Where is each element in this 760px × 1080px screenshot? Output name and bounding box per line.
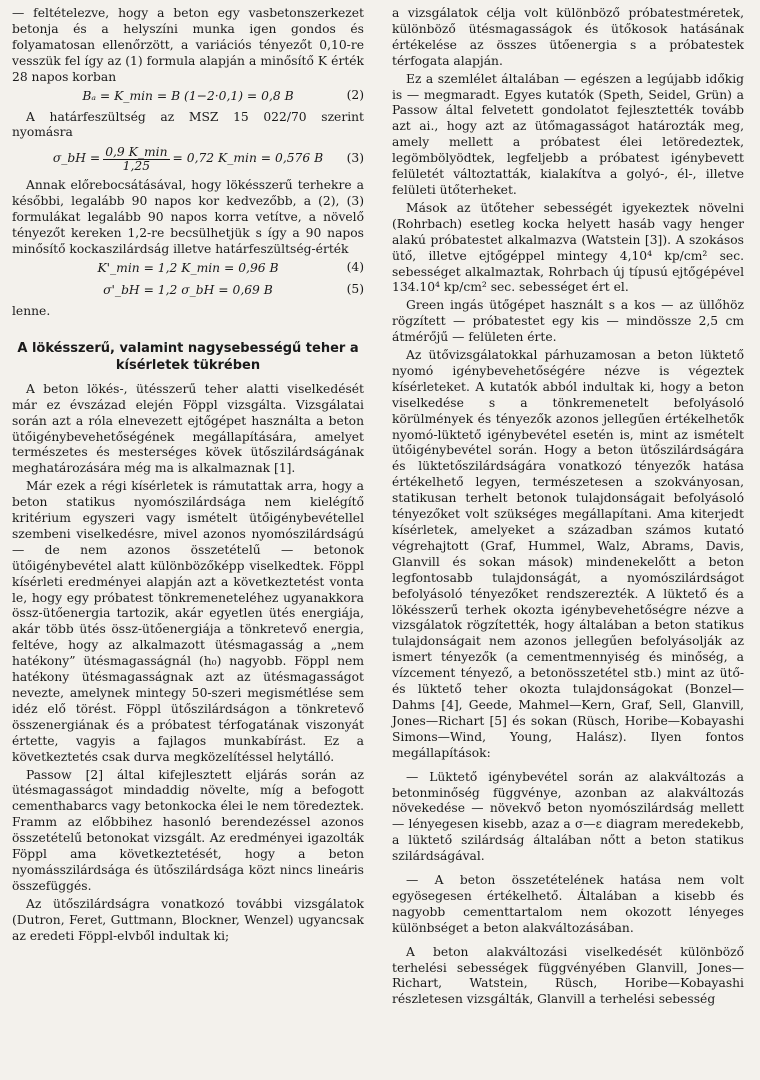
section-heading: A lökésszerű, valamint nagysebességű teher a kísérletek tükrében	[17, 340, 359, 373]
formula-3-lhs: σ_bH =	[52, 151, 101, 166]
paragraph-mar: Már ezek a régi kísérletek is rámutattak arra, hogy a beton statikus nyomószilárdsága nem kielégítő kritérium egyszeri vagy ismételt ütőigénybevétellel szembeni viselkedésre, mivel azonos nyomószilárdságú — de nem azonos összetételű — betonok ütőigénybevétel alatt különbözőképp viselkedtek. Föppl kísérleti eredményei alapján azt a következtetést vonta le, hogy egy próbatest tönkremeneteléhez ugyanakkora össz-ütőenergia tartozik, akár egyetlen ütés energiája, akár több ütés össz-ütőenergiája a tönkretevő energia, feltéve, hogy az alkalmazott ütésmagasság a „nem hatékony” ütésmagasságnál (h₀) nagyobb. Föppl nem hatékony ütésmagasságnak azt az ütésmagasságot nevezte, amelynek mintegy 50-szeri megismétlése sem idéz elő törést. Föppl ütőszilárdságon a tönkretevő összenergiának és a próbatest térfogatának viszonyát értette, vagyis a fajlagos munkabírást. Ez a következtetés csak durva megközelítéssel helytálló.	[12, 479, 364, 764]
formula-2-number: (2)	[346, 87, 364, 102]
formula-3-number: (3)	[346, 151, 364, 166]
formula-2-expression: Bₐ = K_min = B (1−2·0,1) = 0,8 B	[82, 89, 294, 104]
formula-5-number: (5)	[346, 281, 364, 296]
formula-3-denominator: 1,25	[122, 158, 151, 173]
formula-3-fraction	[103, 146, 169, 173]
formula-3	[12, 143, 364, 175]
formula-5-expression: σ'_bH = 1,2 σ_bH = 0,69 B	[103, 283, 273, 298]
formula-3-rhs: = 0,72 K_min = 0,576 B	[172, 151, 324, 166]
formula-3-numerator: 0,9 K_min	[105, 144, 168, 159]
right-column	[392, 6, 744, 1010]
paragraph-passow: Passow [2] által kifejlesztett eljárás során az ütésmagasságot mindaddig növelte, míg a befogott cementhabarcs vagy betonkocka élei le nem töredeztek. Framm az előbbihez hasonló berendezéssel azonos összetételű betonokat vizsgált. Az eredményei igazolták Föppl ama következtetését, hogy a beton nyomásszilárdsága és ütőszilárdsága közt nincs lineáris összefüggés.	[12, 767, 364, 893]
formula-5	[12, 282, 364, 301]
text-lenne: lenne.	[12, 303, 51, 318]
paragraph-alakvaltozas: A beton alakváltozási viselkedését különböző terhelési sebességek függvényében Glanvill, Jones—Richart, Watstein, Rüsch, Horibe—Kobayashi részletesen vizsgálták, Glanvill a terhelési sebesség	[392, 944, 744, 1007]
paragraph-lukteto: — Lüktető igénybevétel során az alakváltozás a betonminőség függvénye, azonban az alakváltozás növekedése — növekvő beton nyomószilárdság mellett — lényegesen kisebb, azaz a σ—ε diagram meredekebb, a lüktető szilárdság általában nőtt a beton statikus szilárdságával.	[392, 769, 744, 864]
formula-4-number: (4)	[346, 259, 364, 274]
paragraph-hatarfeszultseg: A határfeszültség az MSZ 15 022/70 szerint nyomásra	[12, 109, 364, 140]
paragraph-annak: Annak előrebocsátásával, hogy lökésszerű terhekre a későbbi, legalább 90 napos kor kedvezőbb, a (2), (3) formulákat legalább 90 napos korra vetítve, a növelő tényezőt kereken 1,2-re becsülhetjük s így a 90 napos minősítő kockaszilárdság illetve határfeszültség-érték	[12, 178, 364, 256]
paragraph-utovizsgalat: Az ütővizsgálatokkal párhuzamosan a beton lüktető nyomó igénybevehetőségére nézve is végeztek kísérleteket. A kutatók abból indultak ki, hogy a beton viselkedése s a tönkremenetelt befolyásoló körülmények és tényezők azonos jellegűen értékelhetők nyomó-lüktető igénybevétel esetén is, mint az ismételt ütőigénybevétel során. Hogy a beton ütőszilárdságára és lüktetőszilárdságára vonatkozó tényezők hatása értékelhető legyen, természetesen a szokványosan, statikusan terhelt betonok tulajdonságait befolyásoló tényezőket volt szükséges megállapítani. Ama kiterjedt kísérletek, amelyeket a században számos kutató végrehajtott (Graf, Hummel, Walz, Abrams, Davis, Glanvill és sokan mások) mindenekelőtt a beton legfontosabb tulajdonságát, a nyomószilárdságot befolyásoló tényezőket rendszerezték. A lüktető és a lökésszerű terhek okozta igénybevehetőségre nézve a vizsgálatok rögzítették, hogy általában a beton statikus tulajdonságait nem azonos jellegűen befolyásolják az ismert tényezők (a cementmennyiség és minőség, a vízcement tényező, a betonösszetétel stb.) mint az ütő- és lüktető teher okozta tulajdonságokat (Bonzel—Dahms [4], Geede, Mahmel—Kern, Graf, Sell, Glanvill, Jones—Richart [5] és sokan (Rüsch, Horibe—Kobayashi Simons—Wind, Young, Halász). Ilyen fontos megállapítások:	[392, 348, 744, 760]
paragraph-az: Az ütőszilárdságra vonatkozó további vizsgálatok (Dutron, Feret, Guttmann, Blockner, Wenzel) ugyancsak az eredeti Föppl-elvből indultak ki;	[12, 896, 364, 943]
paragraph-continuation: a vizsgálatok célja volt különböző próbatestméretek, különböző ütésmagasságok és ütőkosok hatásának értékelése az összes ütőenergia s a próbatestek térfogata alapján.	[392, 6, 744, 68]
paragraph-green: Green ingás ütőgépet használt s a kos — az üllőhöz rögzített — próbatestet egy kis — mindössze 2,5 cm átmérőjű — felületen érte.	[392, 298, 744, 345]
paragraph-masok: Mások az ütőteher sebességét igyekeztek növelni (Rohrbach) esetleg kocka helyett hasáb vagy henger alakú próbatestet alkalmazva (Watstein [3]). A szokásos ütő, illetve ejtőgéppel mintegy 4,10⁴ kp/cm² sec. sebességet alkalmaztak, Rohrbach új típusú ejtőgépével 134.10⁴ kp/cm² sec. sebességet ért el.	[392, 200, 744, 295]
formula-4-expression: K'_min = 1,2 K_min = 0,96 B	[97, 261, 279, 276]
paragraph-osszetetel: — A beton összetételének hatása nem volt egyösegesen értékelhető. Általában a kisebb és nagyobb cementtartalom nem okozott lényeges különbséget a beton alakváltozásában.	[392, 873, 744, 935]
formula-4	[12, 260, 364, 279]
paragraph-ez: Ez a szemlélet általában — egészen a legújabb időkig is — megmaradt. Egyes kutatók (Speth, Seidel, Grün) a Passow által felvetett gondolatot fejlesztették tovább azt ai., hogy azt az ütőmagasságot határozták meg, amely mellett a próbatest élei letöredeztek, legömbölyödtek, legfeljebb a próbatest igénybevett felületét változtatták, kialakítva a golyó-, él-, illetve felületi ütőterheket.	[392, 71, 744, 197]
paragraph-beton: A beton lökés-, ütésszerű teher alatti viselkedését már ez évszázad elején Föppl vizsgálta. Vizsgálatai során azt a róla elnevezett ejtőgépet használta a beton ütőigénybevehetőségének megállapítására, amelyet természetes és mesterséges kövek ütőszilárdságának meghatározására még ma is alkalmaznak [1].	[12, 381, 364, 476]
formula-2	[12, 88, 364, 107]
paragraph-intro: — feltételezve, hogy a beton egy vasbetonszerkezet betonja és a helyszíni munka igen gondos és folyamatosan ellenőrzött, a variációs tényezőt 0,10-re vesszük fel így az (1) formula alapján a minősítő K érték 28 napos korban	[12, 6, 364, 84]
left-column	[12, 6, 364, 947]
